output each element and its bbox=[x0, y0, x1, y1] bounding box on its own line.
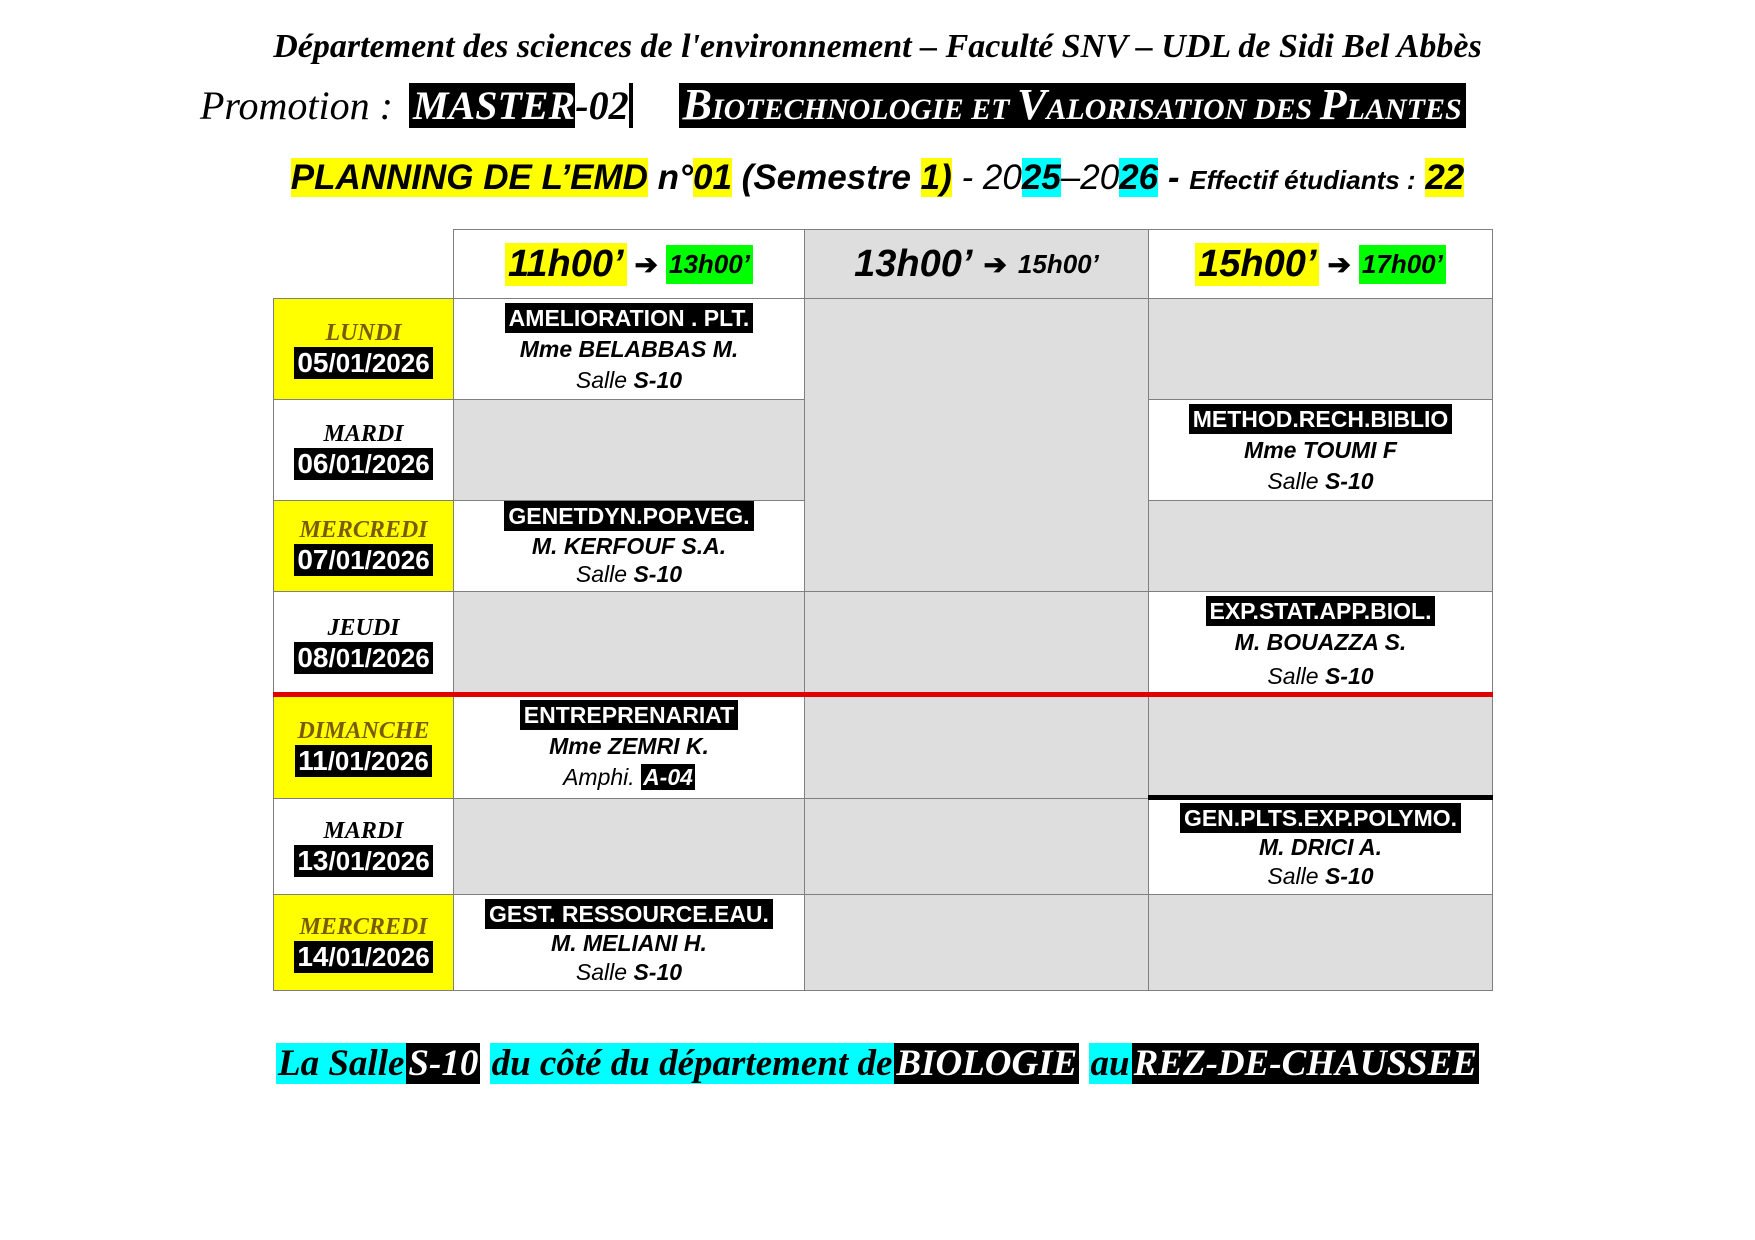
empty-slot bbox=[804, 591, 1149, 696]
time-slot-2: 13h00’ ➔ 15h00’ bbox=[804, 229, 1149, 299]
empty-slot bbox=[453, 591, 805, 696]
day-cell: LUNDI 05/01/2026 bbox=[273, 298, 454, 400]
arrow-right-icon: ➔ bbox=[1327, 248, 1351, 280]
time-slot-3: 15h00’ ➔ 17h00’ bbox=[1148, 229, 1493, 299]
exam-cell: AMELIORATION . PLT. Mme BELABBAS M. Salle S-10 bbox=[453, 298, 805, 400]
day-cell: MERCREDI 07/01/2026 bbox=[273, 500, 454, 592]
day-cell: JEUDI 08/01/2026 bbox=[273, 591, 454, 696]
exam-schedule-table bbox=[273, 229, 1493, 991]
exam-cell: EXP.STAT.APP.BIOL. M. BOUAZZA S. Salle S-10 bbox=[1148, 591, 1493, 696]
empty-slot bbox=[804, 695, 1149, 799]
effectif-value: 22 bbox=[1425, 158, 1465, 197]
room-location-note: La Salle S-10 du côté du département de BIOLOGIE au REZ-DE-CHAUSSEE bbox=[278, 1043, 1477, 1084]
effectif-label: Effectif étudiants : bbox=[1189, 165, 1416, 195]
exam-cell: GENETDYN.POP.VEG. M. KERFOUF S.A. Salle S-10 bbox=[453, 500, 805, 592]
arrow-right-icon: ➔ bbox=[634, 248, 658, 280]
exam-cell: ENTREPRENARIAT Mme ZEMRI K. Amphi. A-04 bbox=[453, 695, 805, 799]
empty-slot bbox=[804, 894, 1149, 991]
promotion-line bbox=[200, 76, 1466, 134]
time-slot-1: 11h00’ ➔ 13h00’ bbox=[453, 229, 805, 299]
arrow-right-icon: ➔ bbox=[983, 248, 1007, 280]
exam-cell: METHOD.RECH.BIBLIO Mme TOUMI F Salle S-10 bbox=[1148, 399, 1493, 501]
specialty-title: BIOTECHNOLOGIE ET VALORISATION DES PLANTES bbox=[679, 83, 1466, 128]
planning-label: PLANNING DE L’EMD bbox=[290, 158, 648, 197]
empty-slot bbox=[1148, 500, 1493, 592]
planning-title: PLANNING DE L’EMD n°01 (Semestre 1) - 2025–2026 - Effectif étudiants : 22 bbox=[290, 158, 1465, 197]
emd-number: 01 bbox=[693, 158, 732, 197]
academic-year: 2025–2026 bbox=[982, 158, 1159, 197]
week-separator-line bbox=[273, 692, 1493, 697]
semester-number: 1) bbox=[920, 158, 952, 197]
department-heading: Département des sciences de l'environnement – Faculté SNV – UDL de Sidi Bel Abbès bbox=[273, 28, 1482, 65]
day-cell: MERCREDI 14/01/2026 bbox=[273, 894, 454, 991]
day-cell: DIMANCHE 11/01/2026 bbox=[273, 695, 454, 799]
empty-slot bbox=[1148, 894, 1493, 991]
exam-cell: GEN.PLTS.EXP.POLYMO. M. DRICI A. Salle S-10 bbox=[1148, 798, 1493, 895]
empty-slot bbox=[453, 399, 805, 501]
day-cell: MARDI 13/01/2026 bbox=[273, 798, 454, 895]
empty-slot bbox=[804, 298, 1149, 592]
promotion-label: Promotion : bbox=[200, 83, 393, 128]
exam-cell: GEST. RESSOURCE.EAU. M. MELIANI H. Salle S-10 bbox=[453, 894, 805, 991]
cell-border-accent bbox=[1148, 795, 1493, 800]
master-label: MASTER-02 bbox=[409, 83, 633, 128]
empty-slot bbox=[1148, 298, 1493, 400]
empty-slot bbox=[804, 798, 1149, 895]
empty-slot bbox=[453, 798, 805, 895]
day-cell: MARDI 06/01/2026 bbox=[273, 399, 454, 501]
empty-slot bbox=[1148, 695, 1493, 799]
